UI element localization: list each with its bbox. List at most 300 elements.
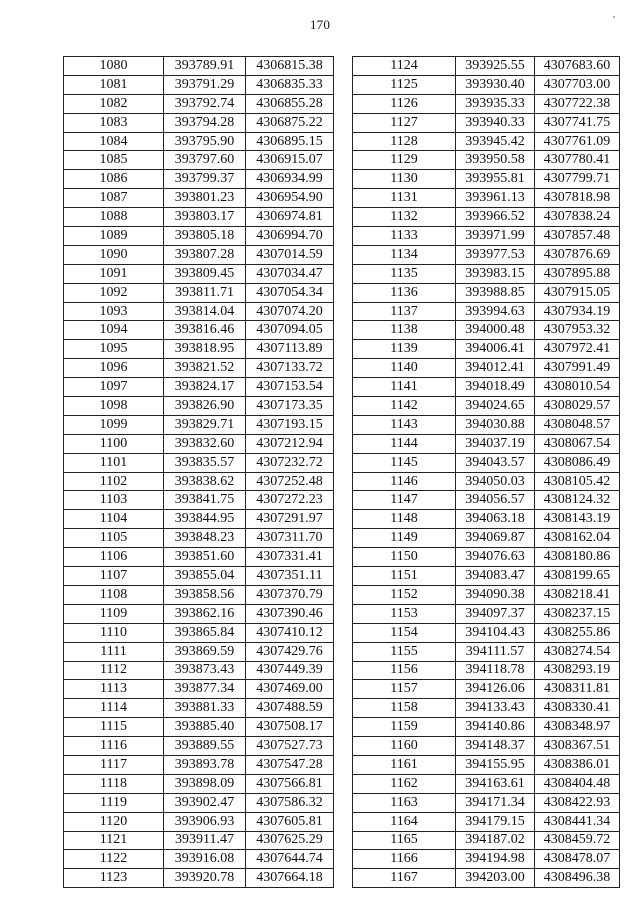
point-number-cell: 1159 — [353, 718, 456, 737]
table-row — [64, 302, 334, 321]
table-row — [353, 94, 620, 113]
y-coordinate-cell: 4307857.48 — [535, 227, 620, 246]
y-coordinate-cell: 4307972.41 — [535, 340, 620, 359]
table-row — [64, 321, 334, 340]
y-coordinate-cell: 4306915.07 — [246, 151, 334, 170]
point-number-cell: 1154 — [353, 623, 456, 642]
y-coordinate-cell: 4308255.86 — [535, 623, 620, 642]
x-coordinate-cell: 393814.04 — [164, 302, 246, 321]
x-coordinate-cell: 393838.62 — [164, 472, 246, 491]
table-row — [353, 585, 620, 604]
y-coordinate-cell: 4308348.97 — [535, 718, 620, 737]
x-coordinate-cell: 394012.41 — [456, 359, 535, 378]
table-row — [353, 302, 620, 321]
point-number-cell: 1086 — [64, 170, 164, 189]
x-coordinate-cell: 393971.99 — [456, 227, 535, 246]
x-coordinate-cell: 394043.57 — [456, 453, 535, 472]
point-number-cell: 1119 — [64, 793, 164, 812]
point-number-cell: 1106 — [64, 548, 164, 567]
point-number-cell: 1109 — [64, 604, 164, 623]
x-coordinate-cell: 394155.95 — [456, 755, 535, 774]
table-row — [353, 227, 620, 246]
x-coordinate-cell: 393911.47 — [164, 831, 246, 850]
point-number-cell: 1137 — [353, 302, 456, 321]
point-number-cell: 1125 — [353, 75, 456, 94]
point-number-cell: 1094 — [64, 321, 164, 340]
point-number-cell: 1117 — [64, 755, 164, 774]
table-row — [353, 340, 620, 359]
y-coordinate-cell: 4308105.42 — [535, 472, 620, 491]
point-number-cell: 1164 — [353, 812, 456, 831]
y-coordinate-cell: 4307761.09 — [535, 132, 620, 151]
table-row — [353, 529, 620, 548]
y-coordinate-cell: 4308010.54 — [535, 378, 620, 397]
y-coordinate-cell: 4308496.38 — [535, 869, 620, 888]
table-row — [64, 812, 334, 831]
table-row — [353, 434, 620, 453]
table-row — [353, 378, 620, 397]
point-number-cell: 1136 — [353, 283, 456, 302]
table-row — [64, 585, 334, 604]
table-row — [353, 718, 620, 737]
y-coordinate-cell: 4308293.19 — [535, 661, 620, 680]
y-coordinate-cell: 4307566.81 — [246, 774, 334, 793]
table-row — [353, 189, 620, 208]
x-coordinate-cell: 393862.16 — [164, 604, 246, 623]
point-number-cell: 1088 — [64, 208, 164, 227]
x-coordinate-cell: 394171.34 — [456, 793, 535, 812]
x-coordinate-cell: 393955.81 — [456, 170, 535, 189]
y-coordinate-cell: 4308274.54 — [535, 642, 620, 661]
table-row — [64, 793, 334, 812]
y-coordinate-cell: 4307703.00 — [535, 75, 620, 94]
y-coordinate-cell: 4308330.41 — [535, 699, 620, 718]
point-number-cell: 1115 — [64, 718, 164, 737]
x-coordinate-cell: 393826.90 — [164, 397, 246, 416]
point-number-cell: 1082 — [64, 94, 164, 113]
x-coordinate-cell: 394118.78 — [456, 661, 535, 680]
y-coordinate-cell: 4307272.23 — [246, 491, 334, 510]
point-number-cell: 1111 — [64, 642, 164, 661]
x-coordinate-cell: 393873.43 — [164, 661, 246, 680]
table-row — [353, 567, 620, 586]
point-number-cell: 1084 — [64, 132, 164, 151]
x-coordinate-cell: 394179.15 — [456, 812, 535, 831]
y-coordinate-cell: 4307212.94 — [246, 434, 334, 453]
table-row — [353, 113, 620, 132]
point-number-cell: 1118 — [64, 774, 164, 793]
table-row — [64, 170, 334, 189]
point-number-cell: 1101 — [64, 453, 164, 472]
y-coordinate-cell: 4308237.15 — [535, 604, 620, 623]
point-number-cell: 1129 — [353, 151, 456, 170]
table-row — [353, 264, 620, 283]
x-coordinate-cell: 393858.56 — [164, 585, 246, 604]
point-number-cell: 1091 — [64, 264, 164, 283]
point-number-cell: 1083 — [64, 113, 164, 132]
x-coordinate-cell: 393930.40 — [456, 75, 535, 94]
x-coordinate-cell: 394056.57 — [456, 491, 535, 510]
point-number-cell: 1162 — [353, 774, 456, 793]
table-row — [64, 245, 334, 264]
x-coordinate-cell: 393792.74 — [164, 94, 246, 113]
x-coordinate-cell: 393805.18 — [164, 227, 246, 246]
x-coordinate-cell: 394024.65 — [456, 397, 535, 416]
point-number-cell: 1096 — [64, 359, 164, 378]
table-row — [353, 850, 620, 869]
x-coordinate-cell: 393906.93 — [164, 812, 246, 831]
table-row — [64, 189, 334, 208]
table-row — [64, 397, 334, 416]
x-coordinate-cell: 393869.59 — [164, 642, 246, 661]
x-coordinate-cell: 393983.15 — [456, 264, 535, 283]
y-coordinate-cell: 4308441.34 — [535, 812, 620, 831]
table-row — [353, 359, 620, 378]
point-number-cell: 1108 — [64, 585, 164, 604]
point-number-cell: 1085 — [64, 151, 164, 170]
y-coordinate-cell: 4306934.99 — [246, 170, 334, 189]
table-row — [353, 75, 620, 94]
point-number-cell: 1087 — [64, 189, 164, 208]
table-row — [353, 283, 620, 302]
x-coordinate-cell: 393893.78 — [164, 755, 246, 774]
x-coordinate-cell: 394140.86 — [456, 718, 535, 737]
x-coordinate-cell: 393925.55 — [456, 57, 535, 76]
table-row — [353, 604, 620, 623]
x-coordinate-cell: 393945.42 — [456, 132, 535, 151]
point-number-cell: 1122 — [64, 850, 164, 869]
point-number-cell: 1166 — [353, 850, 456, 869]
table-row — [353, 151, 620, 170]
y-coordinate-cell: 4307741.75 — [535, 113, 620, 132]
y-coordinate-cell: 4307838.24 — [535, 208, 620, 227]
x-coordinate-cell: 393829.71 — [164, 415, 246, 434]
x-coordinate-cell: 393803.17 — [164, 208, 246, 227]
x-coordinate-cell: 394133.43 — [456, 699, 535, 718]
point-number-cell: 1098 — [64, 397, 164, 416]
table-row — [353, 170, 620, 189]
table-row — [353, 755, 620, 774]
y-coordinate-cell: 4307133.72 — [246, 359, 334, 378]
y-coordinate-cell: 4307193.15 — [246, 415, 334, 434]
point-number-cell: 1152 — [353, 585, 456, 604]
x-coordinate-cell: 393885.40 — [164, 718, 246, 737]
table-row — [64, 548, 334, 567]
x-coordinate-cell: 394104.43 — [456, 623, 535, 642]
point-number-cell: 1156 — [353, 661, 456, 680]
point-number-cell: 1148 — [353, 510, 456, 529]
table-row — [353, 548, 620, 567]
y-coordinate-cell: 4307876.69 — [535, 245, 620, 264]
point-number-cell: 1145 — [353, 453, 456, 472]
point-number-cell: 1142 — [353, 397, 456, 416]
point-number-cell: 1157 — [353, 680, 456, 699]
y-coordinate-cell: 4306994.70 — [246, 227, 334, 246]
x-coordinate-cell: 393877.34 — [164, 680, 246, 699]
x-coordinate-cell: 394203.00 — [456, 869, 535, 888]
y-coordinate-cell: 4307722.38 — [535, 94, 620, 113]
point-number-cell: 1138 — [353, 321, 456, 340]
y-coordinate-cell: 4307915.05 — [535, 283, 620, 302]
y-coordinate-cell: 4307625.29 — [246, 831, 334, 850]
y-coordinate-cell: 4307311.70 — [246, 529, 334, 548]
y-coordinate-cell: 4306835.33 — [246, 75, 334, 94]
y-coordinate-cell: 4307034.47 — [246, 264, 334, 283]
y-coordinate-cell: 4307527.73 — [246, 737, 334, 756]
table-row — [353, 245, 620, 264]
table-row — [64, 415, 334, 434]
y-coordinate-cell: 4308086.49 — [535, 453, 620, 472]
table-row — [64, 737, 334, 756]
y-coordinate-cell: 4308199.65 — [535, 567, 620, 586]
point-number-cell: 1110 — [64, 623, 164, 642]
table-row — [353, 869, 620, 888]
point-number-cell: 1149 — [353, 529, 456, 548]
point-number-cell: 1114 — [64, 699, 164, 718]
x-coordinate-cell: 394063.18 — [456, 510, 535, 529]
x-coordinate-cell: 394097.37 — [456, 604, 535, 623]
point-number-cell: 1090 — [64, 245, 164, 264]
point-number-cell: 1163 — [353, 793, 456, 812]
x-coordinate-cell: 394030.88 — [456, 415, 535, 434]
table-row — [353, 812, 620, 831]
table-row — [64, 604, 334, 623]
x-coordinate-cell: 394090.38 — [456, 585, 535, 604]
y-coordinate-cell: 4308048.57 — [535, 415, 620, 434]
point-number-cell: 1128 — [353, 132, 456, 151]
x-coordinate-cell: 393844.95 — [164, 510, 246, 529]
table-row — [64, 642, 334, 661]
x-coordinate-cell: 393855.04 — [164, 567, 246, 586]
x-coordinate-cell: 393865.84 — [164, 623, 246, 642]
point-number-cell: 1099 — [64, 415, 164, 434]
table-row — [64, 434, 334, 453]
table-row — [64, 529, 334, 548]
table-row — [353, 623, 620, 642]
point-number-cell: 1081 — [64, 75, 164, 94]
y-coordinate-cell: 4307153.54 — [246, 378, 334, 397]
x-coordinate-cell: 393811.71 — [164, 283, 246, 302]
table-row — [353, 661, 620, 680]
y-coordinate-cell: 4307429.76 — [246, 642, 334, 661]
point-number-cell: 1105 — [64, 529, 164, 548]
table-row — [353, 699, 620, 718]
x-coordinate-cell: 393848.23 — [164, 529, 246, 548]
point-number-cell: 1116 — [64, 737, 164, 756]
y-coordinate-cell: 4306974.81 — [246, 208, 334, 227]
x-coordinate-cell: 394076.63 — [456, 548, 535, 567]
x-coordinate-cell: 393795.90 — [164, 132, 246, 151]
y-coordinate-cell: 4307113.89 — [246, 340, 334, 359]
y-coordinate-cell: 4308218.41 — [535, 585, 620, 604]
x-coordinate-cell: 394148.37 — [456, 737, 535, 756]
point-number-cell: 1127 — [353, 113, 456, 132]
x-coordinate-cell: 393920.78 — [164, 869, 246, 888]
x-coordinate-cell: 393824.17 — [164, 378, 246, 397]
y-coordinate-cell: 4307054.34 — [246, 283, 334, 302]
x-coordinate-cell: 393807.28 — [164, 245, 246, 264]
point-number-cell: 1097 — [64, 378, 164, 397]
table-row — [64, 340, 334, 359]
x-coordinate-cell: 393902.47 — [164, 793, 246, 812]
x-coordinate-cell: 394000.48 — [456, 321, 535, 340]
y-coordinate-cell: 4307410.12 — [246, 623, 334, 642]
y-coordinate-cell: 4307780.41 — [535, 151, 620, 170]
y-coordinate-cell: 4308180.86 — [535, 548, 620, 567]
x-coordinate-cell: 393791.29 — [164, 75, 246, 94]
x-coordinate-cell: 393898.09 — [164, 774, 246, 793]
x-coordinate-cell: 394018.49 — [456, 378, 535, 397]
x-coordinate-cell: 393835.57 — [164, 453, 246, 472]
table-row — [64, 831, 334, 850]
x-coordinate-cell: 393940.33 — [456, 113, 535, 132]
x-coordinate-cell: 394037.19 — [456, 434, 535, 453]
point-number-cell: 1124 — [353, 57, 456, 76]
table-row — [353, 472, 620, 491]
point-number-cell: 1080 — [64, 57, 164, 76]
y-coordinate-cell: 4307390.46 — [246, 604, 334, 623]
y-coordinate-cell: 4307799.71 — [535, 170, 620, 189]
point-number-cell: 1167 — [353, 869, 456, 888]
point-number-cell: 1158 — [353, 699, 456, 718]
y-coordinate-cell: 4307644.74 — [246, 850, 334, 869]
x-coordinate-cell: 393841.75 — [164, 491, 246, 510]
y-coordinate-cell: 4307818.98 — [535, 189, 620, 208]
point-number-cell: 1134 — [353, 245, 456, 264]
y-coordinate-cell: 4307351.11 — [246, 567, 334, 586]
point-number-cell: 1150 — [353, 548, 456, 567]
table-row — [353, 57, 620, 76]
y-coordinate-cell: 4307232.72 — [246, 453, 334, 472]
y-coordinate-cell: 4308143.19 — [535, 510, 620, 529]
y-coordinate-cell: 4306954.90 — [246, 189, 334, 208]
x-coordinate-cell: 394069.87 — [456, 529, 535, 548]
table-row — [64, 75, 334, 94]
x-coordinate-cell: 393950.58 — [456, 151, 535, 170]
x-coordinate-cell: 394194.98 — [456, 850, 535, 869]
y-coordinate-cell: 4308478.07 — [535, 850, 620, 869]
x-coordinate-cell: 394006.41 — [456, 340, 535, 359]
y-coordinate-cell: 4308067.54 — [535, 434, 620, 453]
table-row — [353, 774, 620, 793]
table-row — [64, 510, 334, 529]
y-coordinate-cell: 4308367.51 — [535, 737, 620, 756]
y-coordinate-cell: 4308404.48 — [535, 774, 620, 793]
x-coordinate-cell: 393988.85 — [456, 283, 535, 302]
y-coordinate-cell: 4307605.81 — [246, 812, 334, 831]
point-number-cell: 1107 — [64, 567, 164, 586]
x-coordinate-cell: 393935.33 — [456, 94, 535, 113]
y-coordinate-cell: 4307991.49 — [535, 359, 620, 378]
x-coordinate-cell: 393832.60 — [164, 434, 246, 453]
y-coordinate-cell: 4307173.35 — [246, 397, 334, 416]
y-coordinate-cell: 4307094.05 — [246, 321, 334, 340]
point-number-cell: 1120 — [64, 812, 164, 831]
y-coordinate-cell: 4307664.18 — [246, 869, 334, 888]
table-row — [64, 57, 334, 76]
x-coordinate-cell: 393818.95 — [164, 340, 246, 359]
point-number-cell: 1102 — [64, 472, 164, 491]
point-number-cell: 1153 — [353, 604, 456, 623]
y-coordinate-cell: 4307449.39 — [246, 661, 334, 680]
point-number-cell: 1140 — [353, 359, 456, 378]
table-row — [64, 472, 334, 491]
y-coordinate-cell: 4307291.97 — [246, 510, 334, 529]
y-coordinate-cell: 4307488.59 — [246, 699, 334, 718]
point-number-cell: 1132 — [353, 208, 456, 227]
y-coordinate-cell: 4306875.22 — [246, 113, 334, 132]
x-coordinate-cell: 393994.63 — [456, 302, 535, 321]
point-number-cell: 1165 — [353, 831, 456, 850]
x-coordinate-cell: 393789.91 — [164, 57, 246, 76]
x-coordinate-cell: 393961.13 — [456, 189, 535, 208]
point-number-cell: 1139 — [353, 340, 456, 359]
point-number-cell: 1147 — [353, 491, 456, 510]
table-row — [64, 94, 334, 113]
y-coordinate-cell: 4308029.57 — [535, 397, 620, 416]
x-coordinate-cell: 394111.57 — [456, 642, 535, 661]
x-coordinate-cell: 394050.03 — [456, 472, 535, 491]
table-row — [353, 397, 620, 416]
x-coordinate-cell: 394187.02 — [456, 831, 535, 850]
x-coordinate-cell: 394163.61 — [456, 774, 535, 793]
x-coordinate-cell: 393966.52 — [456, 208, 535, 227]
table-row — [64, 661, 334, 680]
table-row — [64, 718, 334, 737]
y-coordinate-cell: 4306895.15 — [246, 132, 334, 151]
table-row — [353, 510, 620, 529]
y-coordinate-cell: 4307469.00 — [246, 680, 334, 699]
scan-speck — [613, 16, 615, 18]
point-number-cell: 1123 — [64, 869, 164, 888]
point-number-cell: 1103 — [64, 491, 164, 510]
table-row — [64, 567, 334, 586]
x-coordinate-cell: 393916.08 — [164, 850, 246, 869]
y-coordinate-cell: 4307370.79 — [246, 585, 334, 604]
y-coordinate-cell: 4306855.28 — [246, 94, 334, 113]
table-row — [64, 227, 334, 246]
coordinate-table-left — [63, 56, 334, 888]
x-coordinate-cell: 394083.47 — [456, 567, 535, 586]
point-number-cell: 1092 — [64, 283, 164, 302]
y-coordinate-cell: 4307895.88 — [535, 264, 620, 283]
table-row — [64, 208, 334, 227]
table-row — [64, 755, 334, 774]
y-coordinate-cell: 4307252.48 — [246, 472, 334, 491]
table-row — [64, 623, 334, 642]
x-coordinate-cell: 393794.28 — [164, 113, 246, 132]
y-coordinate-cell: 4308311.81 — [535, 680, 620, 699]
x-coordinate-cell: 393801.23 — [164, 189, 246, 208]
table-row — [64, 680, 334, 699]
table-row — [64, 378, 334, 397]
y-coordinate-cell: 4307547.28 — [246, 755, 334, 774]
table-row — [353, 132, 620, 151]
point-number-cell: 1126 — [353, 94, 456, 113]
point-number-cell: 1104 — [64, 510, 164, 529]
point-number-cell: 1133 — [353, 227, 456, 246]
point-number-cell: 1121 — [64, 831, 164, 850]
table-row — [64, 491, 334, 510]
table-row — [353, 491, 620, 510]
x-coordinate-cell: 393821.52 — [164, 359, 246, 378]
point-number-cell: 1144 — [353, 434, 456, 453]
table-row — [353, 642, 620, 661]
point-number-cell: 1141 — [353, 378, 456, 397]
table-row — [64, 283, 334, 302]
x-coordinate-cell: 393799.37 — [164, 170, 246, 189]
y-coordinate-cell: 4307934.19 — [535, 302, 620, 321]
